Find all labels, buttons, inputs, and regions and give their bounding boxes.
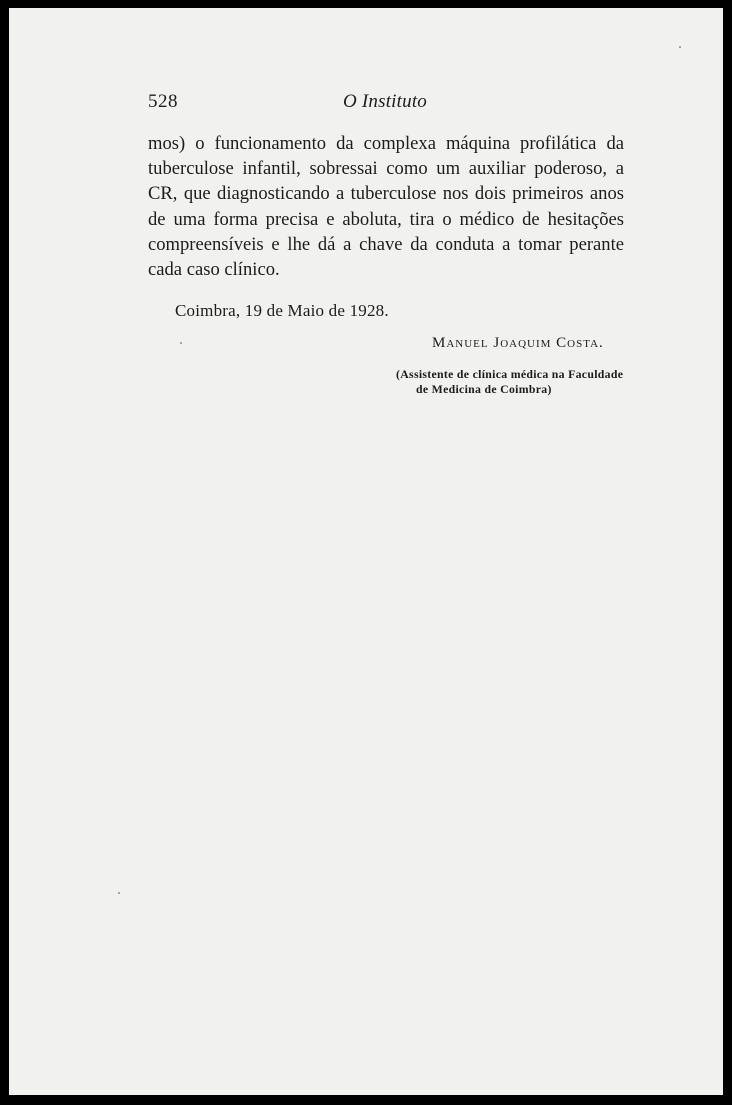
page-header — [148, 91, 624, 115]
text-line: tuberculose infantil, sobressai como um auxiliar poderoso, a — [148, 158, 624, 180]
affiliation-line: (Assistente de clínica médica na Faculdade — [396, 367, 624, 381]
text-line: de uma forma precisa e aboluta, tira o médico de hesitações — [148, 208, 624, 230]
author-affiliation — [396, 367, 623, 397]
author-signature: Manuel Joaquim Costa. — [432, 335, 604, 351]
text-line: cada caso clínico. — [148, 259, 280, 281]
affiliation-line: de Medicina de Coimbra) — [416, 382, 552, 396]
text-line: CR, que diagnosticando a tuberculose nos dois primeiros anos — [148, 183, 624, 205]
paper-speck — [118, 892, 120, 894]
body-paragraph — [148, 131, 624, 282]
text-line: mos) o funcionamento da complexa máquina profilática da — [148, 133, 624, 154]
paper-speck — [679, 46, 681, 48]
running-title: O Instituto — [343, 91, 428, 112]
paper-speck — [180, 342, 182, 344]
text-line: compreensíveis e lhe dá a chave da conduta a tomar perante — [148, 233, 624, 255]
page-number: 528 — [148, 91, 178, 112]
dateline: Coimbra, 19 de Maio de 1928. — [175, 301, 389, 320]
document-page — [9, 8, 723, 1095]
